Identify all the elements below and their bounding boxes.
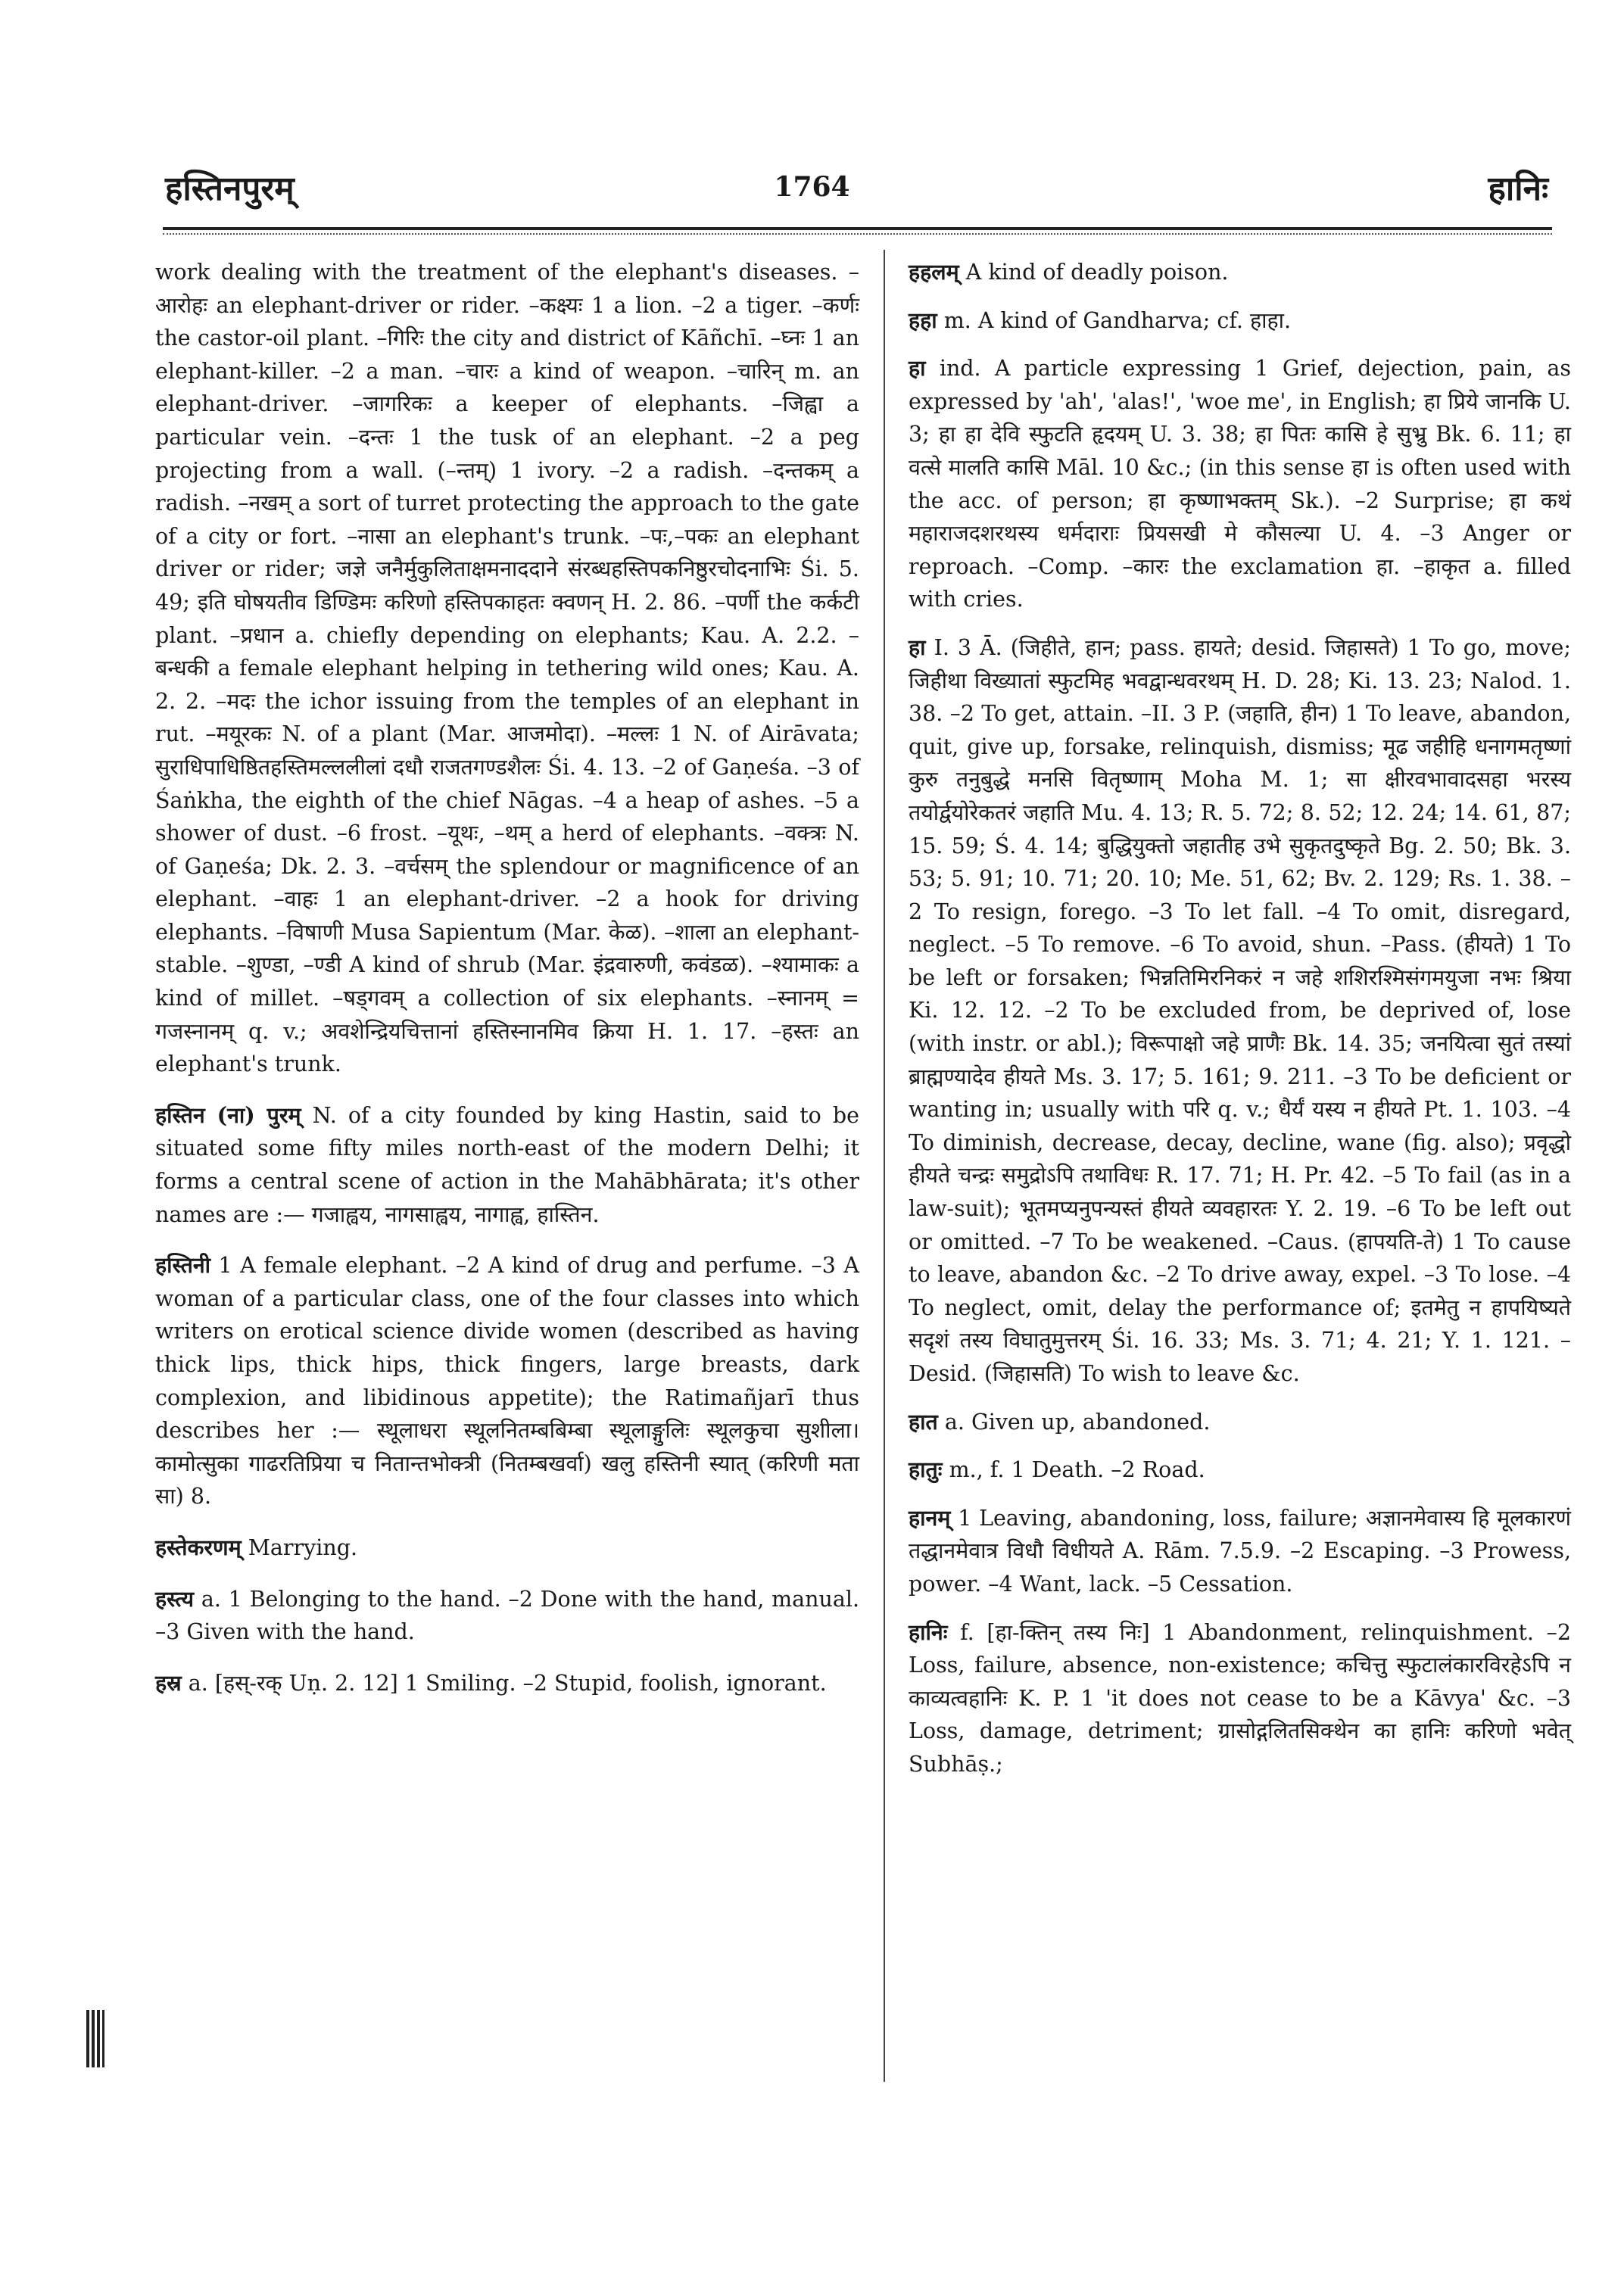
entry-headword: हहलम् (909, 259, 959, 285)
entry-headword: हस्तेकरणम् (155, 1534, 242, 1560)
dictionary-entry (155, 1667, 859, 1700)
entry-headword: हातुः (909, 1456, 943, 1483)
entry-headword: हानिः (909, 1618, 948, 1645)
entry-text: a. Given up, abandoned. (944, 1409, 1211, 1435)
dictionary-entry (909, 256, 1571, 289)
dictionary-entry (155, 1531, 859, 1565)
dictionary-entry (909, 1453, 1571, 1487)
entry-headword: हा (909, 355, 926, 382)
dictionary-entry (155, 1583, 859, 1649)
column-divider (884, 250, 885, 2082)
dictionary-entry (909, 1406, 1571, 1439)
page-number: 1764 (774, 171, 850, 203)
running-head-right: हानिः (1488, 170, 1548, 208)
dictionary-entry (155, 1099, 859, 1231)
entry-text: m. A kind of Gandharva; cf. हाहा. (943, 307, 1292, 333)
left-column (155, 256, 859, 1718)
entry-text: 1 A female elephant. –2 A kind of drug and perfume. –3 A woman of a particular class, one of the four classes into which writers on erotical science divide women (described as having thick lips, thick hips, thick fingers, large breasts, dark complexion, and libidinous appetite); the Ratimañjarī thus describes her :— स्थूलाधरा स्थूलनितम्बबिम्बा स्थूलाङ्गुलिः स्थूलकुचा सुशीला। कामोत्सुका गाढरतिप्रिया च नितान्तभोक्त्री (नितम्बखर्वा) खलु हस्तिनी स्यात् (करिणी मता सा) 8. (155, 1253, 859, 1509)
right-column (909, 256, 1571, 1796)
entry-text: A kind of deadly poison. (965, 260, 1229, 285)
dictionary-entry (909, 352, 1571, 616)
dictionary-entry (155, 256, 859, 1081)
dictionary-entry (909, 1616, 1571, 1781)
print-signature-mark (86, 2010, 104, 2067)
entry-headword: हस्त्य (155, 1585, 195, 1612)
dictionary-entry (909, 304, 1571, 338)
header-rule (163, 227, 1552, 230)
entry-text: Marrying. (248, 1534, 358, 1560)
entry-text: ind. A particle expressing 1 Grief, dejection, pain, as expressed by 'ah', 'alas!', 'woe me', in English; हा प्रिये जानकि U. 3; हा हा देवि स्फुटति हृदयम् U. 3. 38; हा पितः कासि हे सुभ्रु Bk. 6. 11; हा वत्से मालति कासि Māl. 10 &c.; (in this sense हा is often used with the acc. of person; हा कृष्णाभक्तम् Sk.). –2 Surprise; हा कथं महाराजदशरथस्य धर्मदाराः प्रियसखी मे कौसल्या U. 4. –3 Anger or reproach. –Comp. –कारः the exclamation हा. –हाकृत a. filled with cries. (909, 356, 1572, 612)
dictionary-entry (909, 1502, 1571, 1601)
entry-headword: हस्र (155, 1669, 182, 1696)
dictionary-entry (909, 631, 1571, 1391)
entry-text: N. of a city founded by king Hastin, said to be situated some fifty miles north-east of the modern Delhi; it forms a central scene of action in the Mahābhārata; it's other names are :— गजाह्वय, नागसाह्वय, नागाह्व, हास्तिन. (155, 1102, 859, 1227)
header-dotted-rule (163, 233, 1552, 235)
running-head-left: हस्तिनपुरम् (165, 170, 295, 208)
entry-headword: हहा (909, 307, 937, 333)
entry-headword: हानम् (909, 1504, 951, 1531)
entry-text: f. [हा-क्तिन् तस्य निः] 1 Abandonment, relinquishment. –2 Loss, failure, absence, non-existence; कचित्तु स्फुटालंकारविरहेऽपि न काव्यत्वहानिः K. P. 1 'it does not cease to be a Kāvya' &c. –3 Loss, damage, detriment; ग्रासोद्गलितसिक्थेन का हानिः करिणो भवेत् Subhāṣ.; (909, 1619, 1571, 1777)
entry-text: a. [हस्-रक् Uṇ. 2. 12] 1 Smiling. –2 Stupid, foolish, ignorant. (188, 1670, 827, 1696)
entry-headword: हस्तिन (ना) पुरम् (155, 1101, 301, 1128)
entry-text: a. 1 Belonging to the hand. –2 Done with the hand, manual. –3 Given with the hand. (155, 1586, 860, 1645)
entry-text: I. 3 Ā. (जिहीते, हान; pass. हायते; desid. जिहासते) 1 To go, move; जिहीथा विख्यातां स्फुटमिह भवद्वान्धवरथम् H. D. 28; Ki. 13. 23; Nalod. 1. 38. –2 To get, attain. –II. 3 P. (जहाति, हीन) 1 To leave, abandon, quit, give up, forsake, relinquish, dismiss; मूढ जहीहि धनागमतृष्णां कुरु तनुबुद्धे मनसि वितृष्णाम् Moha M. 1; सा क्षीरवभावादसहा भरस्य तयोर्द्वयोरेकतरं जहाति Mu. 4. 13; R. 5. 72; 8. 52; 12. 24; 14. 61, 87; 15. 59; Ś. 4. 14; बुद्धियुक्तो जहातीह उभे सुकृतदुष्कृते Bg. 2. 50; Bk. 3. 53; 5. 91; 10. 71; 20. 10; Me. 51, 62; Bv. 2. 129; Rs. 1. 38. –2 To resign, forego. –3 To let fall. –4 To omit, disregard, neglect. –5 To remove. –6 To avoid, shun. –Pass. (हीयते) 1 To be left or forsaken; भिन्नतिमिरनिकरं न जहे शशिरश्मिसंगमयुजा नभः श्रिया Ki. 12. 12. –2 To be excluded from, be deprived of, lose (with instr. or abl.); विरूपाक्षो जहे प्राणैः Bk. 14. 35; जनयित्वा सुतं तस्यां ब्राह्मण्यादेव हीयते Ms. 3. 17; 5. 161; 9. 211. –3 To be deficient or wanting in; usually with परि q. v.; धैर्यं यस्य न हीयते Pt. 1. 103. –4 To diminish, decrease, decay, decline, wane (fig. also); प्रवृद्धो हीयते चन्द्रः समुद्रोऽपि तथाविधः R. 17. 71; H. Pr. 42. –5 To fail (as in a law-suit); भूतमप्यनुपन्यस्तं हीयते व्यवहारतः Y. 2. 19. –6 To be left out or omitted. –7 To be weakened. –Caus. (हापयति-ते) 1 To cause to leave, abandon &c. –2 To drive away, expel. –3 To lose. –4 To neglect, omit, delay the performance of; इतमेतु न हापयिष्यते सदृशं तस्य विघातुमुत्तरम् Śi. 16. 33; Ms. 3. 71; 4. 21; Y. 1. 121. –Desid. (जिहासति) To wish to leave &c. (909, 634, 1572, 1386)
entry-headword: हा (909, 634, 926, 660)
entry-headword: हात (909, 1408, 938, 1435)
dictionary-entry (155, 1249, 859, 1513)
entry-headword: हस्तिनी (155, 1252, 211, 1279)
entry-text: m., f. 1 Death. –2 Road. (949, 1457, 1205, 1483)
entry-text: work dealing with the treatment of the elephant's diseases. –आरोहः an elephant-driver or rider. –कक्ष्यः 1 a lion. –2 a tiger. –कर्णः the castor-oil plant. –गिरिः the city and district of Kāñchī. –घ्नः 1 an elephant-killer. –2 a man. –चारः a kind of weapon. –चारिन् m. an elephant-driver. –जागरिकः a keeper of elephants. –जिह्वा a particular vein. –दन्तः 1 the tusk of an elephant. –2 a peg projecting from a wall. (–न्तम्) 1 ivory. –2 a radish. –दन्तकम् a radish. –नखम् a sort of turret protecting the approach to the gate of a city or fort. –नासा an elephant's trunk. –पः,–पकः an elephant driver or rider; जज्ञे जनैर्मुकुलिताक्षमनाददाने संरब्धहस्तिपकनिष्ठुरचोदनाभिः Śi. 5. 49; इति घोषयतीव डिण्डिमः करिणो हस्तिपकाहतः क्वणन् H. 2. 86. –पर्णी the कर्कटी plant. –प्रधान a. chiefly depending on elephants; Kau. A. 2.2. –बन्धकी a female elephant helping in tethering wild ones; Kau. A. 2. 2. –मदः the ichor issuing from the temples of an elephant in rut. –मयूरकः N. of a plant (Mar. आजमोदा). –मल्लः 1 N. of Airāvata; सुराधिपाधिष्ठितहस्तिमल्ललीलां दधौ राजतगण्डशैलः Śi. 4. 13. –2 of Gaṇeśa. –3 of Śaṅkha, the eighth of the chief Nāgas. –4 a heap of ashes. –5 a shower of dust. –6 frost. –यूथः, –थम् a herd of elephants. –वक्त्रः N. of Gaṇeśa; Dk. 2. 3. –वर्चसम् the splendour or magnificence of an elephant. –वाहः 1 an elephant-driver. –2 a hook for driving elephants. –विषाणी Musa Sapientum (Mar. केळ). –शाला an elephant-stable. –शुण्डा, –ण्डी A kind of shrub (Mar. इंद्रवारुणी, कवंडळ). –श्यामाकः a kind of millet. –षड्गवम् a collection of six elephants. –स्नानम् = गजस्नानम् q. v.; अवशेन्द्रियचित्तानां हस्तिस्नानमिव क्रिया H. 1. 17. –हस्तः an elephant's trunk. (155, 260, 859, 1077)
entry-text: 1 Leaving, abandoning, loss, failure; अज्ञानमेवास्य हि मूलकारणं तद्धानमेवात्र विधौ विधीयते A. Rām. 7.5.9. –2 Escaping. –3 Prowess, power. –4 Want, lack. –5 Cessation. (909, 1505, 1571, 1597)
